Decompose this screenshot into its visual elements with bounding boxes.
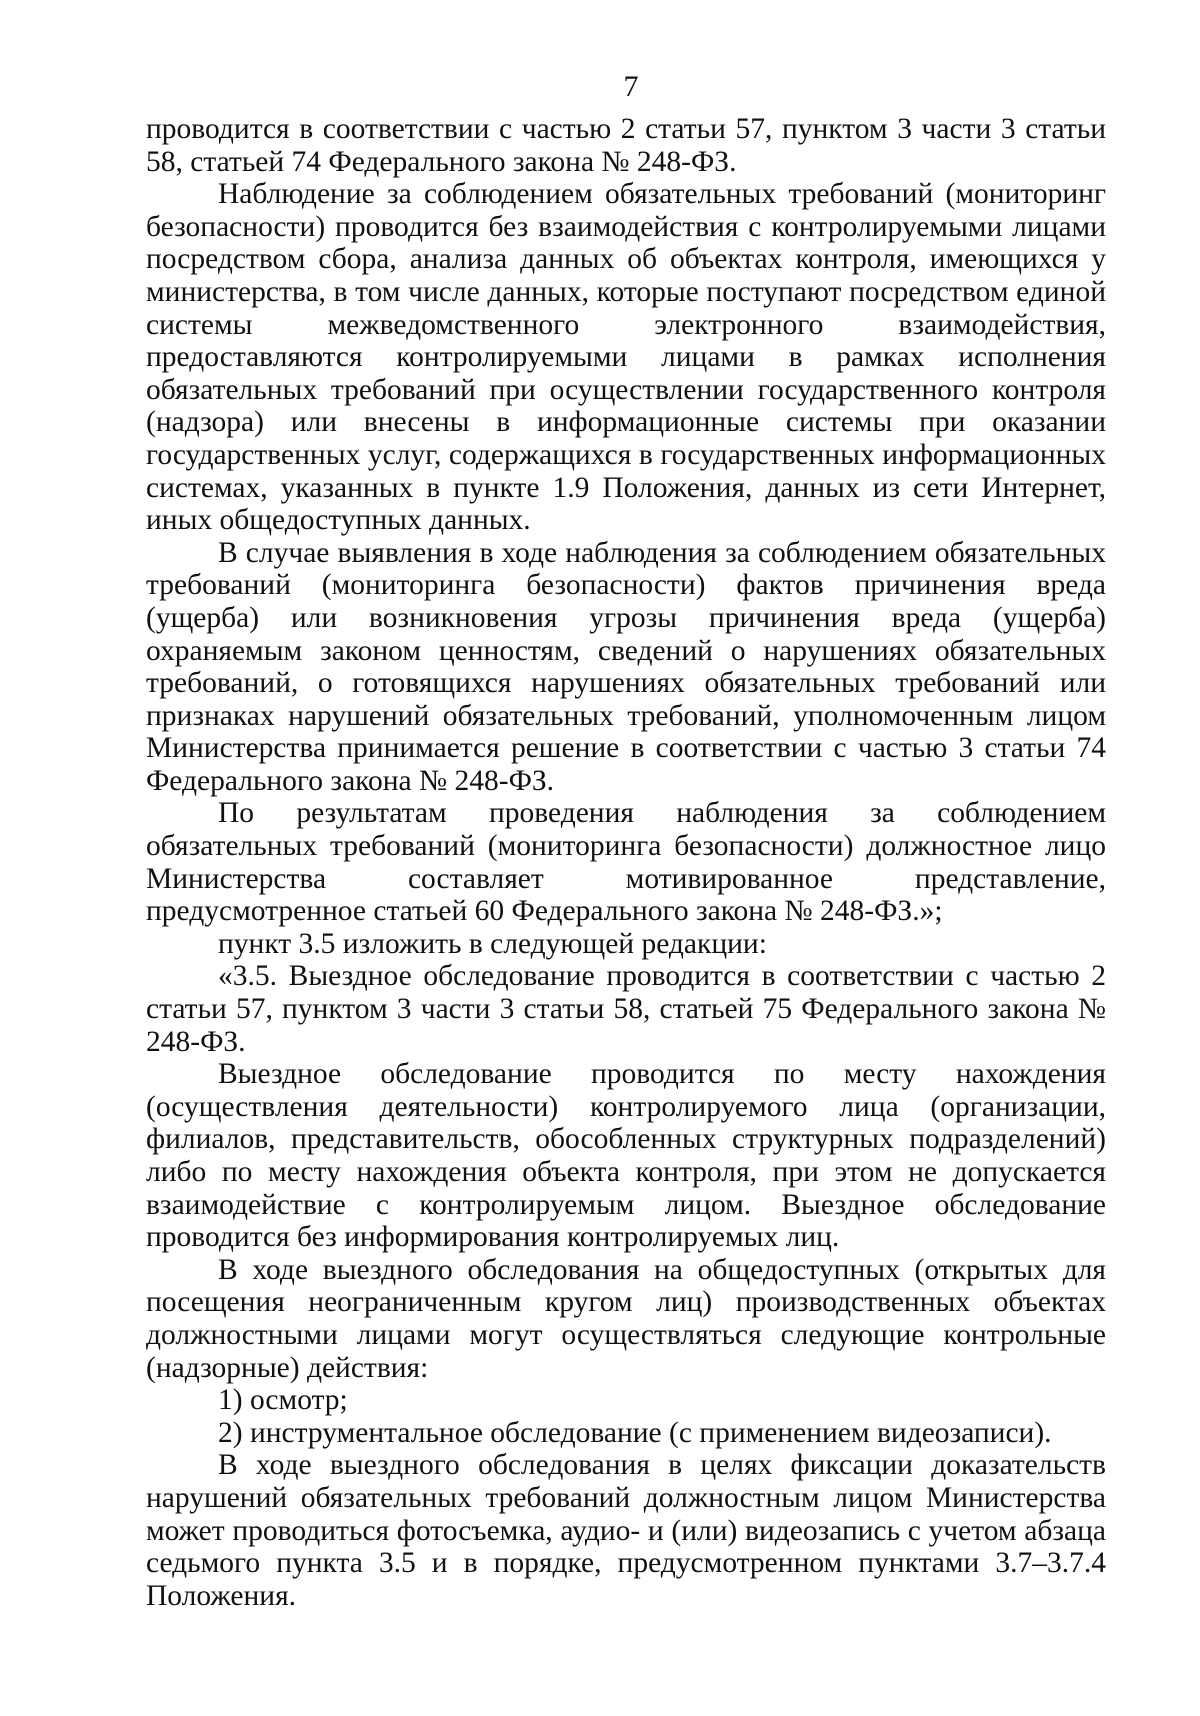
paragraph-evidence: В ходе выездного обследования в целях фиксации доказательств нарушений обязательных требований должностным лицом Министерства может проводиться фотосъемка, аудио- и (или) видеозапись с учетом абзаца седьмого пункта 3.5 и в порядке, предусмотренном пунктами 3.7–3.7.4 Положения.: [146, 1449, 1106, 1612]
list-item-inspection: 1) осмотр;: [218, 1384, 348, 1417]
paragraph-results: По результатам проведения наблюдения за соблюдением обязательных требований (мониторинга безопасности) должностное лицо Министерства составляет мотивированное представление, предусмотренное статьей 60 Федерального закона № 248-ФЗ.»;: [146, 797, 1106, 928]
paragraph-control-actions: В ходе выездного обследования на общедоступных (открытых для посещения неограниченным кругом лиц) производственных объектах должностными лицами могут осуществляться следующие контрольные (надзорные) действия:: [146, 1253, 1106, 1384]
page-number: 7: [623, 70, 639, 103]
document-body: [146, 113, 1106, 1612]
paragraph-violations: В случае выявления в ходе наблюдения за соблюдением обязательных требований (мониторинга безопасности) фактов причинения вреда (ущерба) или возникновения угрозы причинения вреда (ущерба) охраняемым законом ценностям, сведений о нарушениях обязательных требований, о готовящихся нарушениях обязательных требований или признаках нарушений обязательных требований, уполномоченным лицом Министерства принимается решение в соответствии с частью 3 статьи 74 Федерального закона № 248-ФЗ.: [146, 536, 1106, 797]
paragraph-amendment-intro: пункт 3.5 изложить в следующей редакции:: [218, 927, 767, 960]
paragraph-monitoring: Наблюдение за соблюдением обязательных требований (мониторинг безопасности) проводится без взаимодействия с контролируемыми лицами посредством сбора, анализа данных об объектах контроля, имеющихся у министерства, в том числе данных, которые поступают посредством единой системы межведомственного электронного взаимодействия, предоставляются контролируемыми лицами в рамках исполнения обязательных требований при осуществлении государственного контроля (надзора) или внесены в информационные системы при оказании государственных услуг, содержащихся в государственных информационных системах, указанных в пункте 1.9 Положения, данных из сети Интернет, иных общедоступных данных.: [146, 178, 1106, 537]
paragraph-3-5: «3.5. Выездное обследование проводится в соответствии с частью 2 статьи 57, пунктом 3 части 3 статьи 58, статьей 75 Федерального закона № 248-ФЗ.: [146, 960, 1106, 1058]
paragraph-continuation: проводится в соответствии с частью 2 статьи 57, пунктом 3 части 3 статьи 58, статьей 74 Федерального закона № 248-ФЗ.: [146, 113, 1106, 178]
list-item-instrumental: 2) инструментальное обследование (с применением видеозаписи).: [218, 1416, 1052, 1449]
paragraph-site-inspection: Выездное обследование проводится по месту нахождения (осуществления деятельности) контролируемого лица (организации, филиалов, представительств, обособленных структурных подразделений) либо по месту нахождения объекта контроля, при этом не допускается взаимодействие с контролируемым лицом. Выездное обследование проводится без информирования контролируемых лиц.: [146, 1058, 1106, 1254]
